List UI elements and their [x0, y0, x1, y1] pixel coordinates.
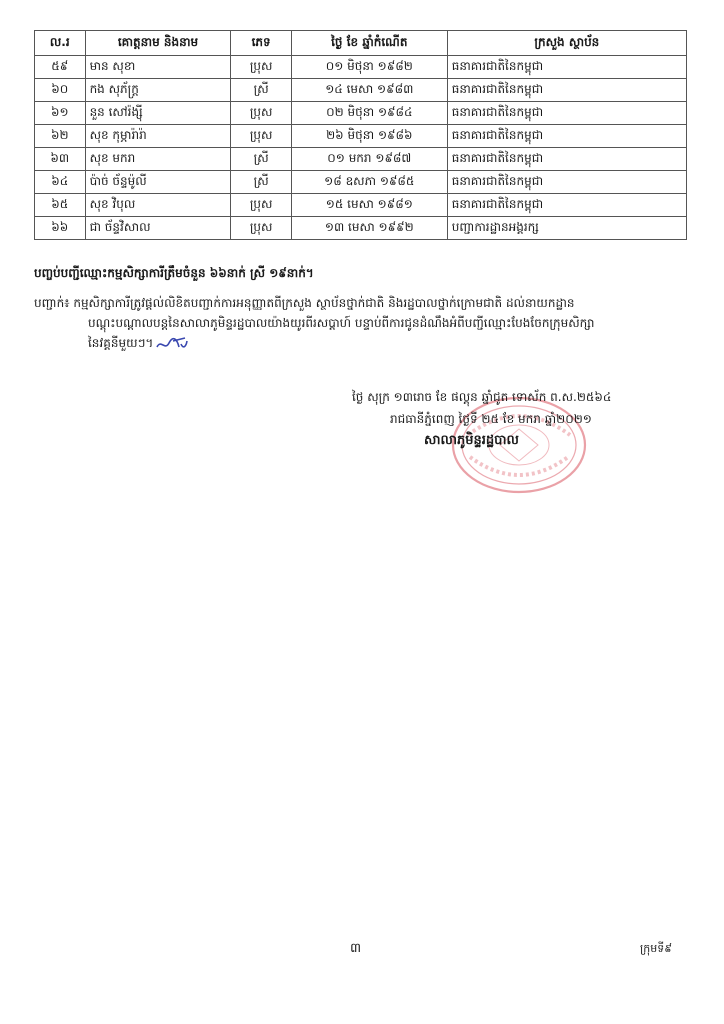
table-body: [35, 56, 687, 240]
cell-institution: ធនាគារជាតិនៃកម្ពុជា: [447, 125, 686, 148]
cell-number: ៦២: [35, 125, 86, 148]
cell-dob: ១៣ មេសា ១៩៩២: [291, 217, 447, 240]
cell-sex: ស្រី: [231, 79, 291, 102]
table-row: [35, 171, 687, 194]
cell-sex: ប្រុស: [231, 125, 291, 148]
cell-sex: ស្រី: [231, 171, 291, 194]
handwritten-initial: [155, 335, 189, 353]
cell-institution: ធនាគារជាតិនៃកម្ពុជា: [447, 79, 686, 102]
table-row: [35, 125, 687, 148]
note-line-last: [34, 333, 694, 353]
cell-number: ៥៩: [35, 56, 86, 79]
roster-table: [34, 30, 687, 240]
cell-name: មាន សុខា: [85, 56, 231, 79]
cell-dob: ១៨ ឧសភា ១៩៨៥: [291, 171, 447, 194]
cell-number: ៦៣: [35, 148, 86, 171]
cell-number: ៦៤: [35, 171, 86, 194]
cell-name: សុខ វិបុល: [85, 194, 231, 217]
note-line: បញ្ជាក់៖ កម្មសិក្សាការីត្រូវផ្ដល់លិខិតបញ្ជាក់ការអនុញ្ញាតពីក្រសួង ស្ថាប័នថ្នាក់ជាតិ និងរដ្ឋបាលថ្នាក់ក្រោមជាតិ ដល់នាយកដ្ឋាន: [34, 296, 575, 310]
cell-institution: ធនាគារជាតិនៃកម្ពុជា: [447, 102, 686, 125]
signature-block: [352, 386, 692, 452]
cell-institution: ធនាគារជាតិនៃកម្ពុជា: [447, 171, 686, 194]
issuing-organization: សាលាភូមិន្ទរដ្ឋបាល: [424, 433, 519, 448]
cell-name: កង សុភ័ក្រ្ត: [85, 79, 231, 102]
note-line-text: នៃវគ្គនីមួយៗ។: [88, 336, 154, 350]
summary-line: បញ្ចប់បញ្ជីឈ្មោះកម្មសិក្សាការីត្រឹមចំនួន ៦៦នាក់ ស្រី ១៩នាក់។: [34, 266, 314, 280]
cell-dob: ០២ មិថុនា ១៩៨៤: [291, 102, 447, 125]
cell-sex: ប្រុស: [231, 194, 291, 217]
page-number: ៣: [350, 941, 362, 956]
cell-institution: ធនាគារជាតិនៃកម្ពុជា: [447, 56, 686, 79]
cell-number: ៦៦: [35, 217, 86, 240]
table-row: [35, 217, 687, 240]
table-row: [35, 194, 687, 217]
note-line: បណ្តុះបណ្តាលបន្តនៃសាលាភូមិន្ទរដ្ឋបាលយ៉ាងយូរពីរសប្តាហ៍ បន្ទាប់ពីការជូនដំណឹងអំពីបញ្ជីឈ្មោះបែងចែកក្រុមសិក្សា: [88, 316, 595, 330]
header-dob: ថ្ងៃ ខែ ឆ្នាំកំណើត: [291, 31, 447, 56]
cell-name: ប៉ាច់ ច័ន្ទម៉ូលី: [85, 171, 231, 194]
table-row: [35, 148, 687, 171]
cell-sex: ស្រី: [231, 148, 291, 171]
cell-number: ៦១: [35, 102, 86, 125]
note-paragraph: [34, 293, 694, 353]
header-number: ល.រ: [35, 31, 86, 56]
cell-institution: ធនាគារជាតិនៃកម្ពុជា: [447, 194, 686, 217]
lunar-date: ថ្ងៃ សុក្រ ១៣រោច ខែ ផល្គុន ឆ្នាំជូត ទោស័ក ព.ស.២៥៦៤: [352, 390, 612, 404]
cell-institution: បញ្ជាការដ្ឋានអង្គរក្ស: [447, 217, 686, 240]
cell-name: សុខ មករា: [85, 148, 231, 171]
cell-dob: ០១ មករា ១៩៨៧: [291, 148, 447, 171]
cell-dob: ០១ មិថុនា ១៩៨២: [291, 56, 447, 79]
header-sex: ភេទ: [231, 31, 291, 56]
header-name: គោត្តនាម និងនាម: [85, 31, 231, 56]
cell-name: ជា ច័ន្ទវិសាល: [85, 217, 231, 240]
header-institution: ក្រសួង ស្ថាប័ន: [447, 31, 686, 56]
cell-name: សុខ កុម្ភារ៉ារ៉ា: [85, 125, 231, 148]
cell-sex: ប្រុស: [231, 56, 291, 79]
table-row: [35, 56, 687, 79]
cell-number: ៦៥: [35, 194, 86, 217]
cell-name: នួន សៅរ៉ង្ស៊ី: [85, 102, 231, 125]
group-label: ក្រុមទី៩: [640, 942, 673, 955]
cell-number: ៦០: [35, 79, 86, 102]
cell-sex: ប្រុស: [231, 217, 291, 240]
table-row: [35, 102, 687, 125]
cell-dob: ១៤ មេសា ១៩៨៣: [291, 79, 447, 102]
solar-date: រាជធានីភ្នំពេញ ថ្ងៃទី ២៥ ខែ មករា ឆ្នាំ២០២១: [390, 412, 592, 426]
cell-sex: ប្រុស: [231, 102, 291, 125]
table-header-row: [35, 31, 687, 56]
cell-institution: ធនាគារជាតិនៃកម្ពុជា: [447, 148, 686, 171]
cell-dob: ១៥ មេសា ១៩៨១: [291, 194, 447, 217]
table-row: [35, 79, 687, 102]
cell-dob: ២៦ មិថុនា ១៩៨៦: [291, 125, 447, 148]
